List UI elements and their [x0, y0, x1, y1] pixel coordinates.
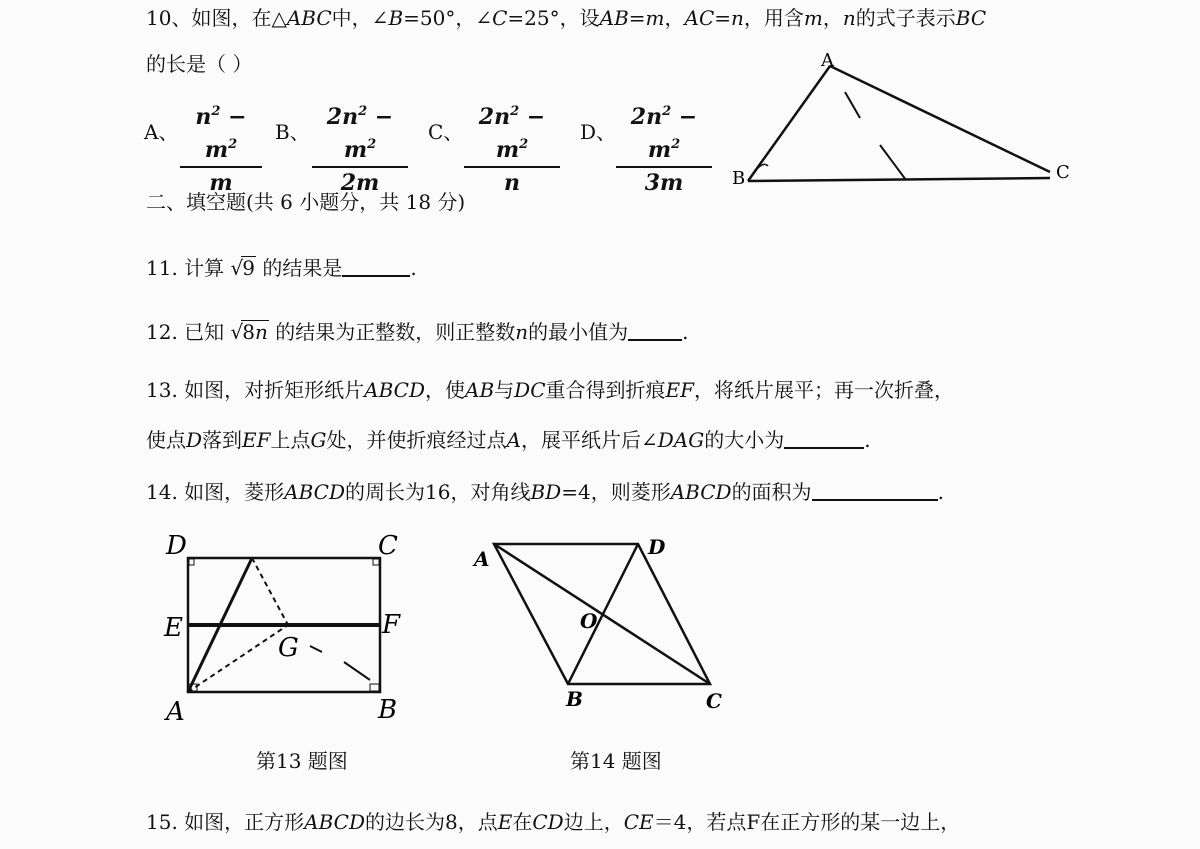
q14-answer-blank[interactable] [812, 479, 938, 501]
option-d-label: D、 [580, 120, 617, 144]
q13-line1: 13. 如图，对折矩形纸片ABCD，使AB与DC重合得到折痕EF，将纸片展平；再一次折叠， [146, 378, 954, 402]
label-f: F [382, 610, 401, 640]
q12-answer-blank[interactable] [628, 319, 682, 341]
option-c-fraction: $\frac{2n^2 - m^2}{n}$ [464, 98, 560, 198]
label-b: B [566, 687, 583, 711]
label-g: G [278, 633, 299, 663]
label-c: C [378, 531, 398, 561]
segment-ac [830, 66, 1050, 172]
fig14-rhombus [470, 530, 730, 720]
option-b-label: B、 [275, 120, 310, 144]
option-c-label: C、 [428, 120, 464, 144]
label-b: B [732, 168, 746, 189]
corner-b [370, 684, 379, 691]
dash-mark-2 [344, 662, 370, 680]
label-b: B [378, 695, 398, 725]
q13-answer-blank[interactable] [784, 427, 864, 449]
label-a: A [821, 50, 834, 71]
corner-d [189, 559, 194, 565]
label-c: C [1056, 162, 1070, 183]
label-c: C [706, 689, 722, 713]
label-o: O [580, 609, 598, 633]
option-a-fraction: $\frac{n^2 - m^2}{m}$ [180, 98, 262, 198]
option-d-fraction: $\frac{2n^2 - m^2}{3m}$ [616, 98, 712, 198]
segment-bc [748, 178, 1050, 181]
fig14-caption: 第14 题图 [570, 749, 662, 773]
sqrt-8n: √8n [230, 320, 268, 344]
label-d: D [648, 535, 666, 559]
dashed-dg [252, 558, 288, 625]
dash-mark-1 [310, 646, 322, 652]
q13-line2: 使点D落到EF上点G处，并使折痕经过点A，展平纸片后∠DAG的大小为 . [146, 428, 871, 452]
q10-line2: 的长是（ ） [146, 52, 253, 76]
q10-triangle-figure [720, 40, 1080, 200]
label-e: E [164, 613, 183, 643]
q11-answer-blank[interactable] [342, 255, 410, 277]
segment-ab [748, 66, 830, 181]
q10-line1: 10、如图，在△ABC中，∠B=50°，∠C=25°，设AB=m，AC=n，用含m，n的式子表示BC [146, 6, 987, 30]
diagonal-bd [568, 544, 638, 684]
label-a: A [474, 547, 490, 571]
section-heading: 二、填空题(共 6 小题分，共 18 分) [146, 190, 466, 214]
dash-2 [880, 145, 906, 180]
dash-1 [845, 92, 860, 118]
fig13-caption: 第13 题图 [256, 749, 348, 773]
option-a-label: A、 [144, 120, 179, 144]
q14: 14. 如图，菱形ABCD的周长为16，对角线BD=4，则菱形ABCD的面积为 . [146, 480, 944, 504]
sqrt-9: √9 [230, 256, 256, 280]
label-a: A [166, 697, 185, 727]
q15: 15. 如图，正方形ABCD的边长为8，点E在CD边上，CE＝4，若点F在正方形的某一边上， [146, 810, 961, 834]
q11: 11. 计算 √9 的结果是 . [146, 256, 417, 280]
q12: 12. 已知 √8n 的结果为正整数，则正整数n的最小值为 . [146, 320, 689, 344]
option-b-fraction: $\frac{2n^2 - m^2}{2m}$ [312, 98, 408, 198]
fig13-rectangle [160, 528, 420, 728]
label-d: D [166, 531, 187, 561]
